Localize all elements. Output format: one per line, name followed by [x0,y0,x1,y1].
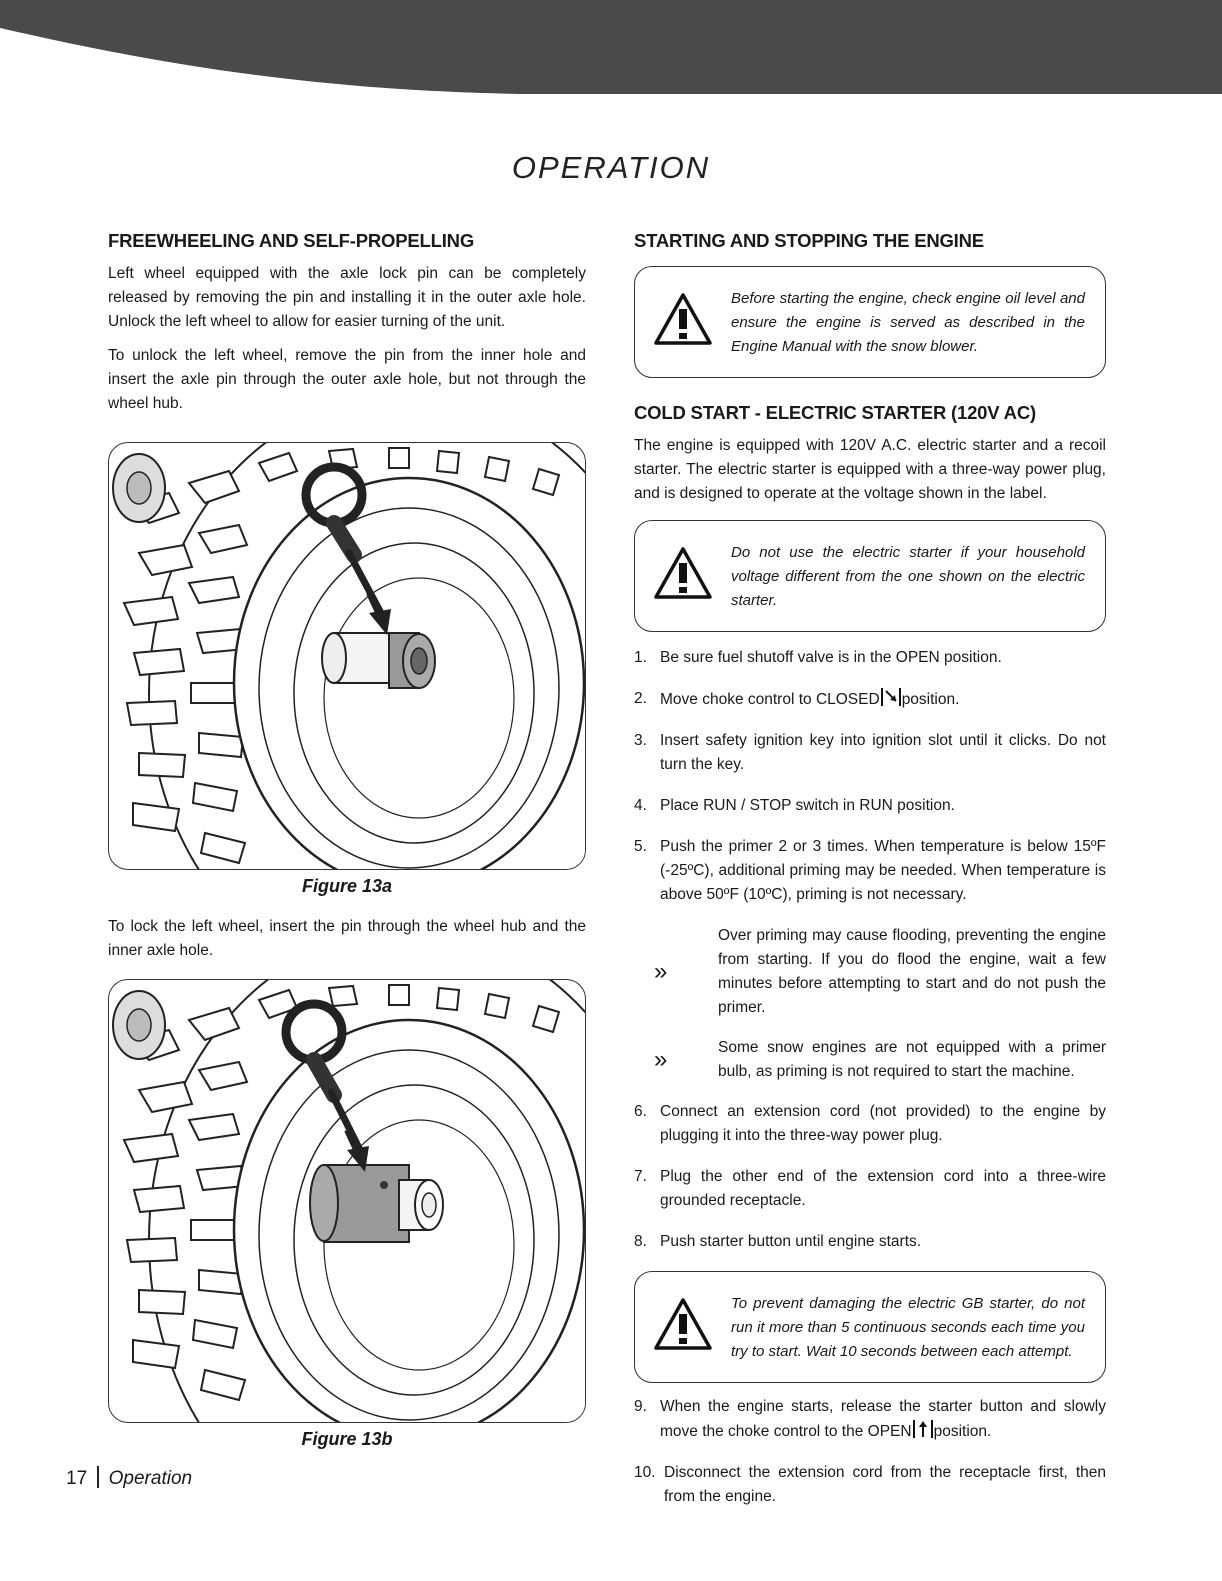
step-text: Disconnect the extension cord from the receptacle first, then from the engine. [664,1464,1106,1505]
warning-triangle-icon [653,545,713,601]
step-item [634,1230,1106,1254]
warning-triangle-icon [653,291,713,347]
step-number: 5. [634,838,647,855]
figure-13a-wheel-illustration [108,442,586,870]
figure-13a-caption: Figure 13a [301,876,393,896]
paragraph-lock-wheel: To lock the left wheel, insert the pin through the wheel hub and the inner axle hole. [108,918,586,959]
step-text: Move choke control to CLOSED [660,691,880,708]
step-text: Insert safety ignition key into ignition slot until it clicks. Do not turn the key. [660,732,1106,773]
step-number: 1. [634,649,647,666]
step-item [634,1165,1106,1213]
step-text: Connect an extension cord (not provided) to the engine by plugging it into the three-way power plug. [660,1103,1106,1144]
step-item [634,729,1106,777]
step-item [634,835,1106,907]
step-text: Be sure fuel shutoff valve is in the OPEN position. [660,649,1002,666]
warning-triangle-icon [653,1296,713,1352]
starting-steps-list-continued [634,1100,1106,1254]
step-number: 4. [634,797,647,814]
left-column [108,230,586,1468]
header-banner [0,0,1222,100]
step-text: position. [901,691,960,708]
step-number: 7. [634,1168,647,1185]
warning-box-voltage [634,520,1106,632]
step-text: When the engine starts, release the starter button and slowly move the choke control to the OPEN [660,1398,1106,1440]
step-text: Plug the other end of the extension cord into a three-wire grounded receptacle. [660,1168,1106,1209]
step-number: 6. [634,1103,647,1120]
footer-section-name: Operation [108,1468,193,1489]
note-text: Some snow engines are not equipped with a primer bulb, as priming is not required to start the machine. [718,1039,1106,1080]
step-number: 10. [634,1464,656,1481]
paragraph-electric-starter: The engine is equipped with 120V A.C. electric starter and a recoil starter. The electric starter is equipped with a three-way power plug, and is designed to operate at the voltage shown in the label. [634,437,1106,502]
note-chevron-icon: » [654,1046,668,1073]
step-number: 8. [634,1233,647,1250]
step-item [634,794,1106,818]
step-number: 3. [634,732,647,749]
step-number: 9. [634,1398,647,1415]
section-heading-cold-start: COLD START - ELECTRIC STARTER (120V AC) [634,402,1036,423]
note-chevron-icon: » [654,958,668,985]
page-footer [66,1466,192,1490]
warning-text-voltage: Do not use the electric starter if your household voltage different from the one shown on the electric starter. [731,544,1085,609]
warning-box-oil-check [634,266,1106,378]
step-item [634,1461,1106,1509]
section-heading-starting: STARTING AND STOPPING THE ENGINE [634,230,984,251]
starting-steps-list-final [634,1395,1106,1509]
starting-steps-list [634,646,1106,907]
step-text: position. [933,1423,992,1440]
page-number: 17 [66,1468,88,1489]
step-text: Push the primer 2 or 3 times. When temperature is below 15ºF (-25ºC), additional priming may be needed. When temperature is above 50ºF (10ºC), priming is not necessary. [660,838,1106,903]
step-item [634,1395,1106,1444]
choke-closed-icon [880,687,902,707]
step-item [634,687,1106,712]
note-over-priming [634,924,1106,1020]
step-text: Place RUN / STOP switch in RUN position. [660,797,955,814]
figure-13b-wheel-illustration [108,979,586,1423]
right-column [634,230,1106,1526]
choke-open-icon [912,1419,934,1439]
paragraph-unlock-wheel: To unlock the left wheel, remove the pin from the inner hole and insert the axle pin through the outer axle hole, but not through the wheel hub. [108,347,586,412]
warning-text-oil-check: Before starting the engine, check engine oil level and ensure the engine is served as described in the Engine Manual with the snow blower. [731,290,1085,355]
footer-divider [97,1466,99,1488]
note-no-primer [634,1036,1106,1084]
section-heading-freewheeling: FREEWHEELING AND SELF-PROPELLING [108,230,475,251]
paragraph-axle-lock: Left wheel equipped with the axle lock pin can be completely released by removing the pin and installing it in the outer axle hole. Unlock the left wheel to allow for easier turning of the unit. [108,265,586,330]
note-text: Over priming may cause flooding, preventing the engine from starting. If you do flood the engine, wait a few minutes before attempting to start and do not push the primer. [718,927,1106,1016]
step-item [634,646,1106,670]
warning-box-starter-duration [634,1271,1106,1383]
warning-text-starter-duration: To prevent damaging the electric GB starter, do not run it more than 5 continuous seconds each time you try to start. Wait 10 seconds between each attempt. [731,1295,1085,1360]
step-number: 2. [634,690,647,707]
step-item [634,1100,1106,1148]
step-text: Push starter button until engine starts. [660,1233,922,1250]
figure-13b-caption: Figure 13b [301,1429,393,1449]
page-title: OPERATION [511,150,711,185]
